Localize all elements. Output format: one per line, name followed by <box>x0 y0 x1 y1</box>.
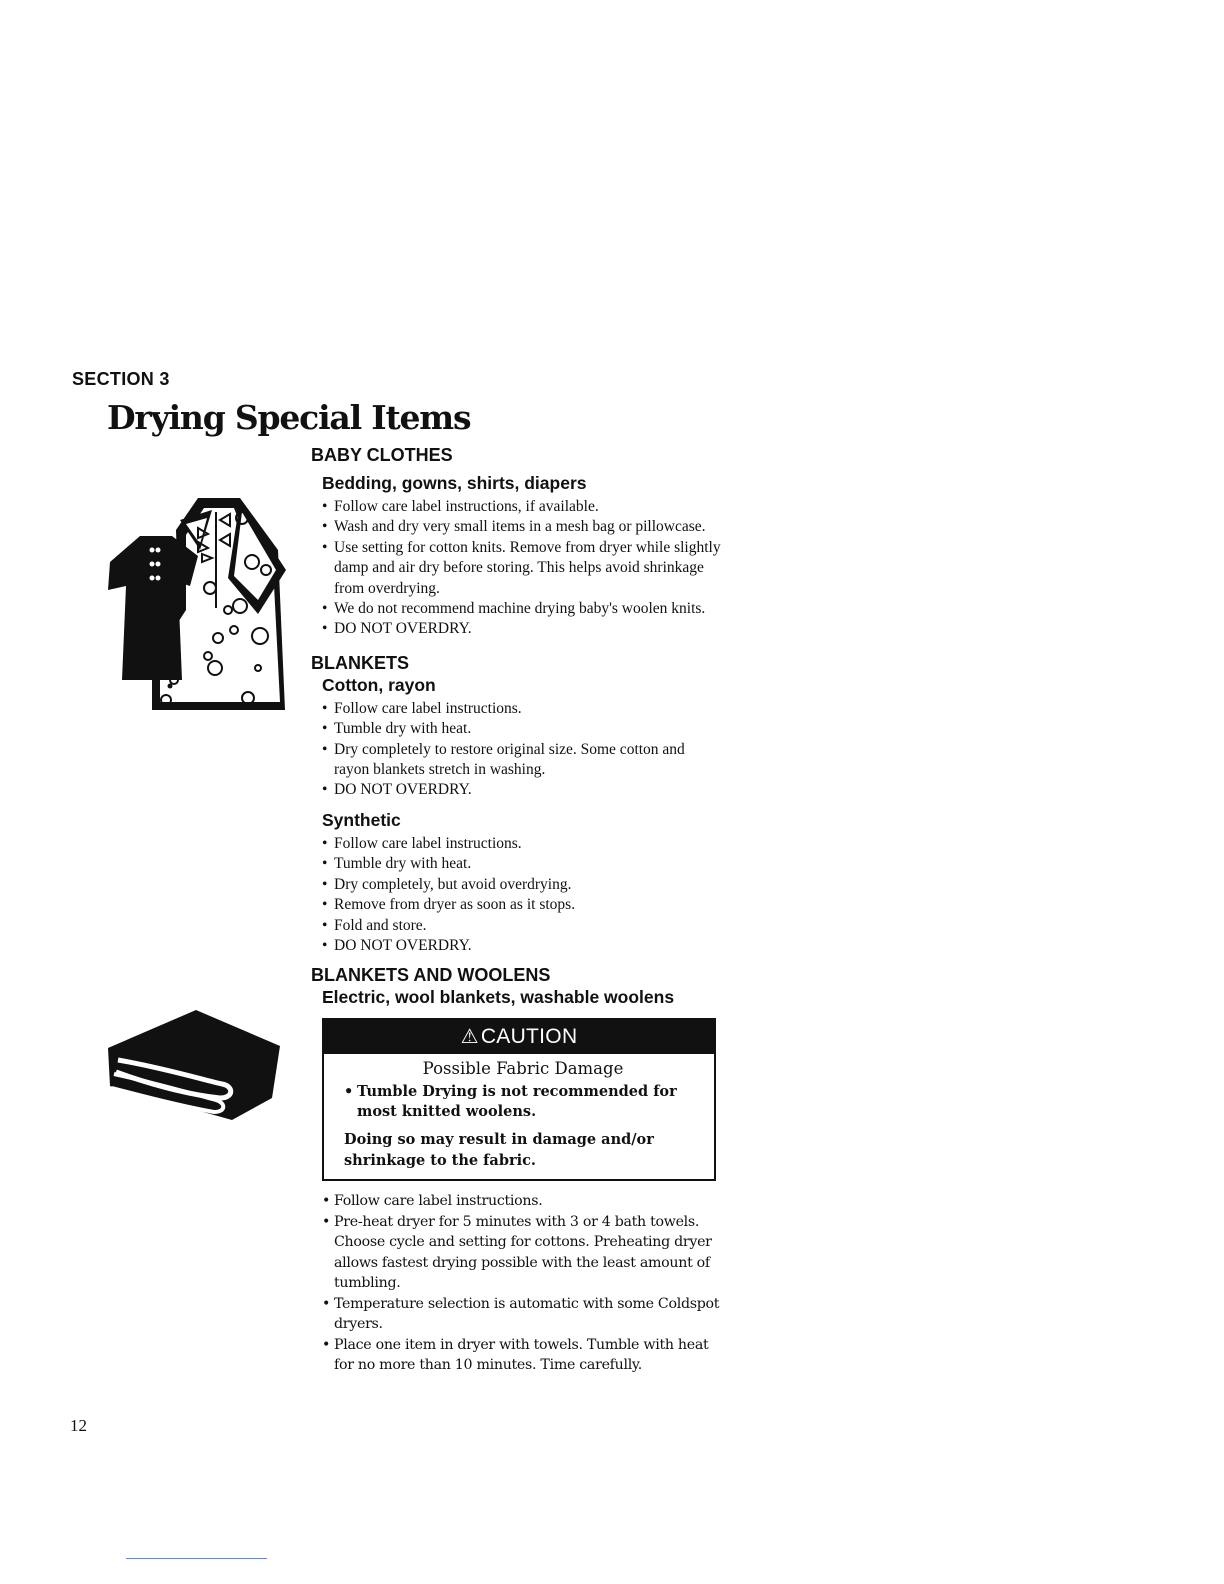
blankets-heading: BLANKETS <box>311 652 409 673</box>
list-item: • DO NOT OVERDRY. <box>322 619 721 639</box>
caution-bullet: • Tumble Drying is not recommended for most knitted woolens. <box>344 1082 702 1122</box>
list-item: • Tumble dry with heat. <box>322 719 721 739</box>
baby-clothes-section <box>311 444 721 640</box>
list-item: • Dry completely to restore original size. Some cotton and rayon blankets stretch in washing. <box>322 740 721 781</box>
list-item: • Temperature selection is automatic with some Coldspot dryers. <box>322 1294 721 1335</box>
list-item: • DO NOT OVERDRY. <box>322 780 721 800</box>
caution-body <box>324 1054 714 1179</box>
list-item: • Follow care label instructions. <box>322 699 721 719</box>
cotton-rayon-subheading: Cotton, rayon <box>322 674 436 695</box>
page-number: 12 <box>70 1416 87 1435</box>
woolens-heading: BLANKETS AND WOOLENS <box>311 965 551 986</box>
caution-header <box>324 1020 714 1054</box>
caution-note: Doing so may result in damage and/or shrinkage to the fabric. <box>344 1131 654 1169</box>
caution-header-label: CAUTION <box>480 1025 578 1049</box>
caution-title: Possible Fabric Damage <box>422 1059 624 1079</box>
page-title: Drying Special Items <box>107 398 471 437</box>
list-item: • Tumble dry with heat. <box>322 854 721 874</box>
woolens-subheading: Electric, wool blankets, washable woolens <box>322 987 675 1008</box>
woolens-section <box>311 964 721 1376</box>
list-item: • Follow care label instructions. <box>322 834 721 854</box>
baby-clothes-heading: BABY CLOTHES <box>311 445 453 465</box>
synthetic-list <box>322 834 721 956</box>
caution-box <box>322 1018 716 1181</box>
woolens-list <box>322 1191 721 1376</box>
list-item: • Fold and store. <box>322 916 721 936</box>
baby-clothes-list <box>322 497 721 640</box>
footer-divider <box>126 1558 267 1559</box>
synthetic-subheading: Synthetic <box>322 809 401 830</box>
cotton-rayon-list <box>322 699 721 801</box>
list-item: • Use setting for cotton knits. Remove from dryer while slightly damp and air dry before storing. This helps avoid shrinkage from overdrying. <box>322 538 721 599</box>
list-item: • Dry completely, but avoid overdrying. <box>322 875 721 895</box>
baby-clothes-illustration <box>100 490 295 715</box>
list-item: • Follow care label instructions. <box>322 1191 721 1212</box>
section-label: SECTION 3 <box>72 369 170 389</box>
list-item: • Place one item in dryer with towels. Tumble with heat for no more than 10 minutes. Time carefully. <box>322 1335 721 1376</box>
list-item: • Pre-heat dryer for 5 minutes with 3 or 4 bath towels. Choose cycle and setting for cottons. Preheating dryer allows fastest drying possible with the least amount of tumbling. <box>322 1212 721 1294</box>
content-column <box>311 444 721 1376</box>
folded-blanket-illustration <box>104 1008 284 1123</box>
warning-triangle-icon: ⚠ <box>460 1026 479 1049</box>
blankets-section <box>311 652 721 956</box>
list-item: • Wash and dry very small items in a mesh bag or pillowcase. <box>322 517 721 537</box>
list-item: • Follow care label instructions, if available. <box>322 497 721 517</box>
list-item: • Remove from dryer as soon as it stops. <box>322 895 721 915</box>
list-item: • DO NOT OVERDRY. <box>322 936 721 956</box>
list-item: • We do not recommend machine drying baby's woolen knits. <box>322 599 721 619</box>
baby-clothes-subheading: Bedding, gowns, shirts, diapers <box>322 473 587 493</box>
